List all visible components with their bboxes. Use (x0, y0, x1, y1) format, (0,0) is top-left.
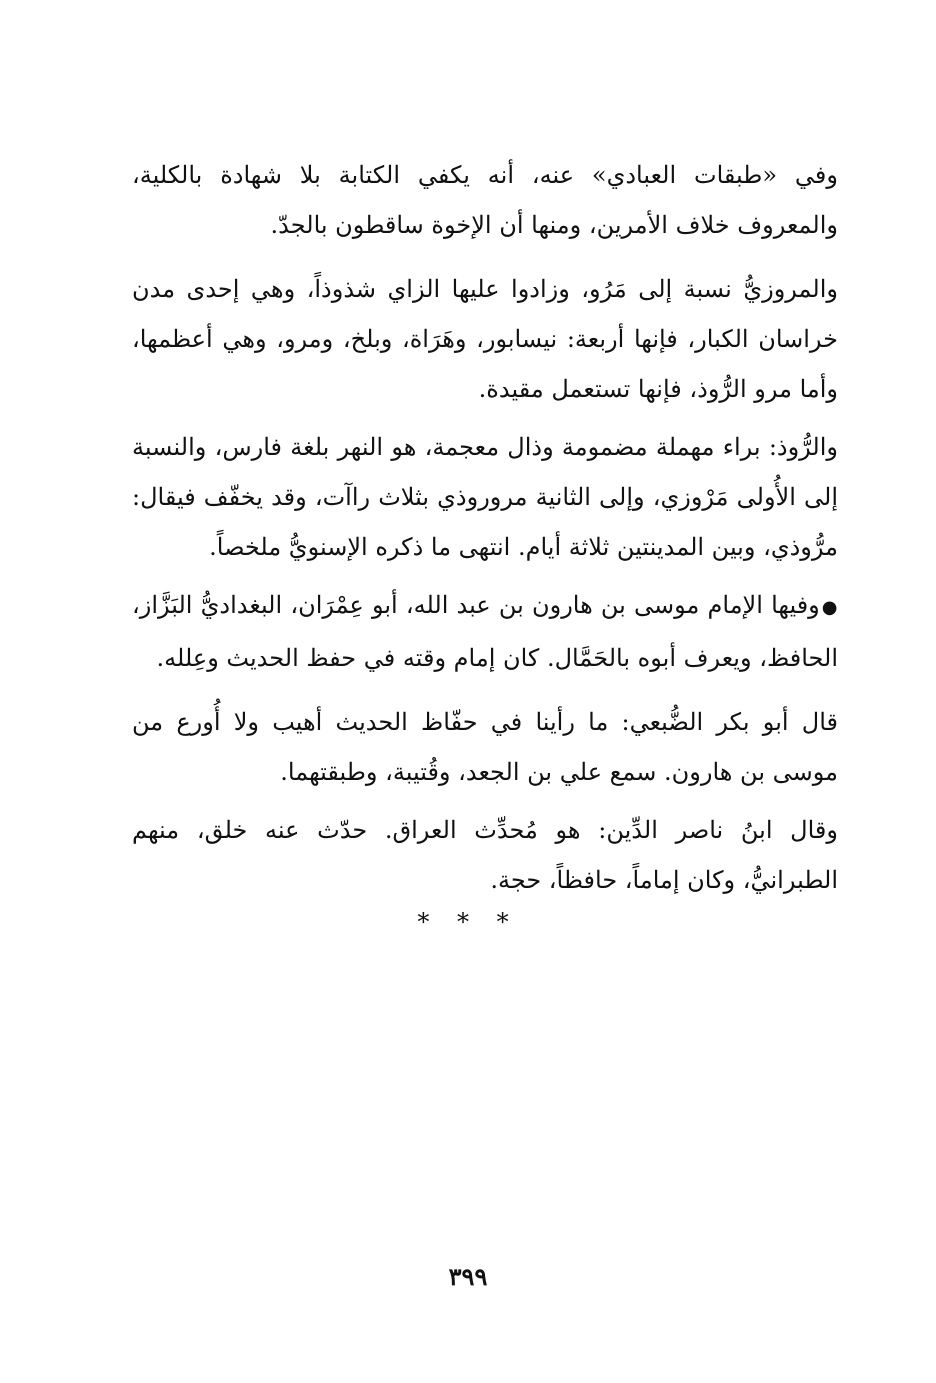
page-number: ٣٩٩ (448, 1262, 488, 1291)
paragraph-ibn-nasir-quote: وقال ابنُ ناصر الدِّين: هو مُحدِّث العراق. حدّث عنه خلق، منهم الطبرانيُّ، وكان إماماً، حافظاً، حجة. (132, 816, 838, 894)
paragraph-musa-bin-harun (132, 580, 838, 683)
section-separator: * * * (417, 908, 519, 936)
paragraph-marwazi-nisba: والمروزيُّ نسبة إلى مَرُو، وزادوا عليها الزاي شذوذاً، وهي إحدى مدن خراسان الكبار، فإنها أربعة: نيسابور، وهَرَاة، وبلخ، ومرو، وهي أعظمها، وأما مرو الرُّوذ، فإنها تستعمل مقيدة. (132, 275, 838, 403)
paragraph-abbadi-tabaqat: وفي «طبقات العبادي» عنه، أنه يكفي الكتابة بلا شهادة بالكلية، والمعروف خلاف الأمرين، ومنها أن الإخوة ساقطون بالجدّ. (132, 161, 838, 239)
paragraph-rudh-definition: والرُّوذ: براء مهملة مضمومة وذال معجمة، هو النهر بلغة فارس، والنسبة إلى الأُولى مَرْوزي، وإلى الثانية مروروذي بثلاث راآت، وقد يخفّف فيقال: مرُّوذي، وبين المدينتين ثلاثة أيام. انتهى ما ذكره الإسنويُّ ملخصاً. (132, 433, 838, 561)
page-body (132, 150, 838, 905)
paragraph-dubai-quote: قال أبو بكر الضُّبعي: ما رأينا في حفّاظ الحديث أهيب ولا أُورع من موسى بن هارون. سمع علي بن الجعد، وقُتيبة، وطبقتهما. (132, 708, 838, 786)
paragraph-musa-text: وفيها الإمام موسى بن هارون بن عبد الله، أبو عِمْرَان، البغداديُّ البَزَّاز، الحافظ، ويعرف أبوه بالحَمَّال. كان إمام وقته في حفظ الحديث وعِلله. (132, 591, 838, 672)
bullet-icon: ● (821, 597, 838, 618)
